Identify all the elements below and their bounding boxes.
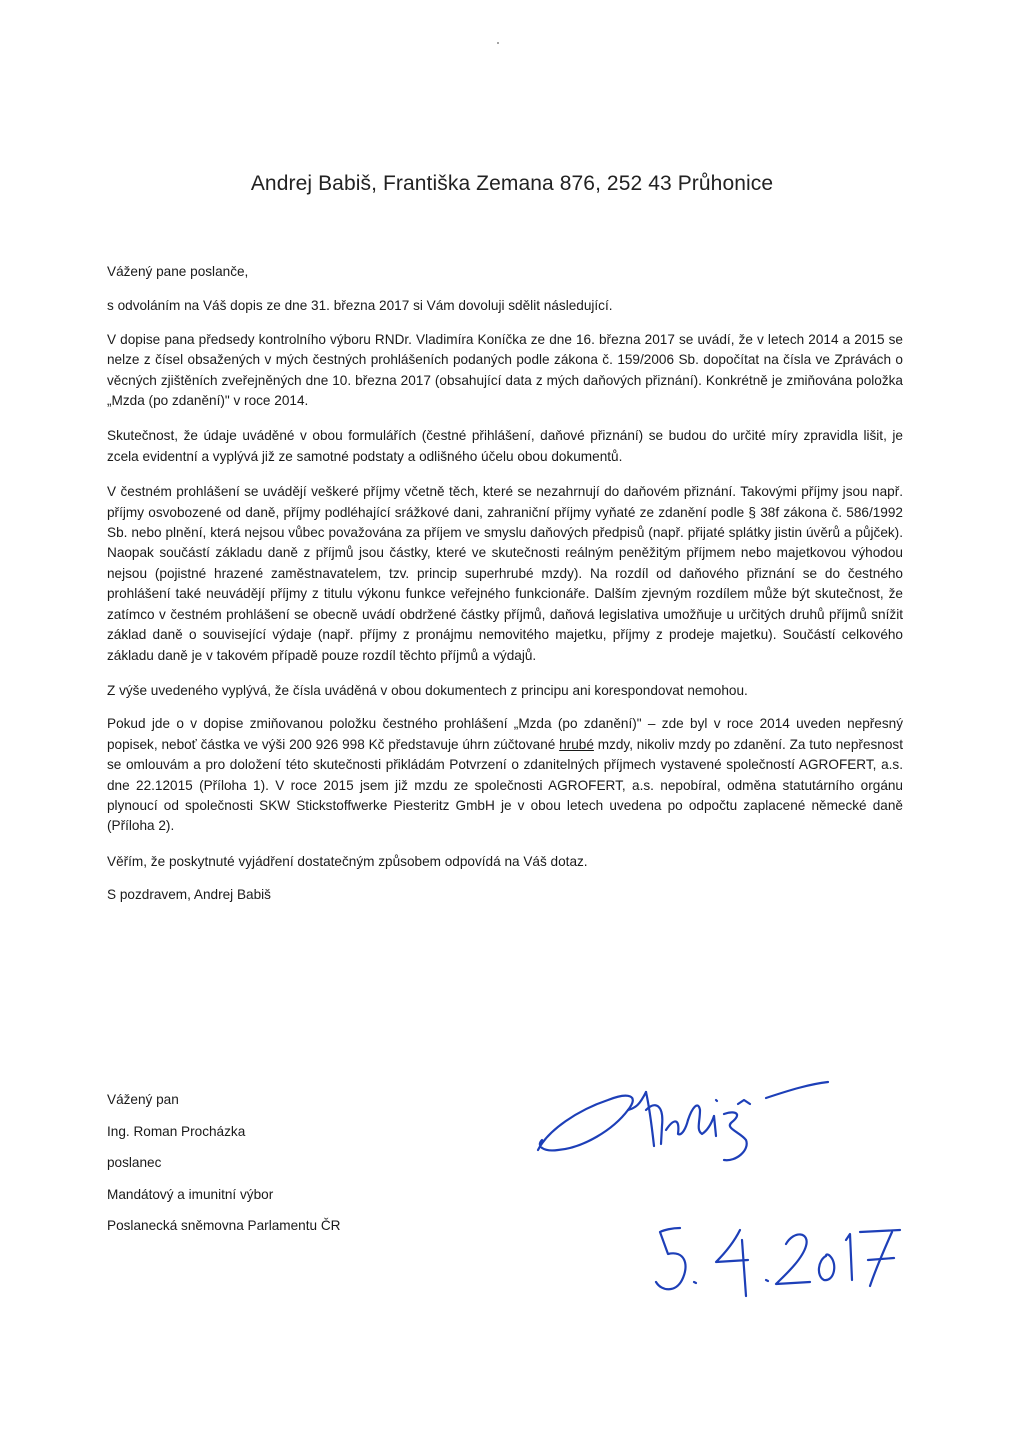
paragraph-conclusion: Z výše uvedeného vyplývá, že čísla uváděná v obou dokumentech z principu ani korespondovat nemohou.	[107, 682, 748, 698]
handwritten-signature	[528, 1070, 838, 1180]
letterhead: Andrej Babiš, Františka Zemana 876, 252 43 Průhonice	[250, 172, 774, 195]
addressee-line: Poslanecká sněmovna Parlamentu ČR	[107, 1218, 341, 1233]
greeting: Vážený pane poslanče,	[107, 264, 249, 279]
paragraph-differences: Skutečnost, že údaje uváděné v obou formulářích (čestné přihlášení, daňové přiznání) se budou do určité míry zpravidla lišit, je zcela evidentní a vyplývá již ze samotné podstaty a odlišného účelu obou dokumentů.	[107, 428, 903, 464]
scan-speck	[497, 42, 499, 44]
addressee-line: Mandátový a imunitní výbor	[107, 1186, 274, 1202]
paragraph-mzda-after: mzdy, nikoliv mzdy po zdanění. Za tuto nepřesnost se omlouvám a pro doložení této skutečnosti přikládám Potvrzení o zdanitelných příjmech vystavené společností AGROFERT, a.s. dne 22.12015 (Příloha 1). V roce 2015 jsem již mzdu ze společnosti AGROFERT, a.s. nepobíral, odměna statutárního orgánu plynoucí od společnosti SKW Stickstoffwerke Piesteritz GmbH je v obou letech uvedena po odpočtu zaplacené německé daně (Příloha 2).	[107, 736, 903, 834]
addressee-block	[107, 1090, 340, 1248]
paragraph-declaration: V čestném prohlášení se uvádějí veškeré příjmy včetně těch, které se nezahrnují do daňovém přiznání. Takovými příjmy jsou např. příjmy osvobozené od daně, příjmy podléhající srážkové dani, zahraniční příjmy vyňaté ze zdanění podle § 38f zákona č. 586/1992 Sb. nebo plnění, která nejsou vůbec považována za příjem ve smyslu daňových předpisů (např. přijaté splátky jistin úvěrů a půjček). Naopak součástí základu daně z příjmů jsou částky, které ve skutečnosti reálným peněžitým příjmem nebo majetkovou výhodou nejsou (pojistné hrazené zaměstnavatelem, tzv. princip superhrubé mzdy). Na rozdíl od daňového přiznání se do čestného prohlášení také neuvádějí příjmy z titulu výkonu funkce veřejného funkcionáře. Dalším zjevným rozdílem může být skutečnost, že zatímco v čestném prohlášení se obecně uvádí obdržené částky příjmů, daňová legislativa umožňuje u určitých druhů příjmů snížit základ daně o související výdaje (např. příjmy z pronájmu nemovitého majetku, příjmy z prodeje majetku). Součástí celkového základu daně je v takovém případě pouze rozdíl těchto příjmů a výdajů.	[107, 484, 903, 663]
paragraph-konicek: V dopise pana předsedy kontrolního výboru RNDr. Vladimíra Koníčka ze dne 16. března 2017 se uvádí, že v letech 2014 a 2015 se nelze z čísel obsažených v mých čestných prohlášeních podaných podle zákona č. 159/2006 Sb. dopočítat na čísla ve Zprávách o věcných zjištěních zveřejněných dne 10. března 2017 (obsahující data z mých daňových přiznání). Konkrétně je zmiňována položka „Mzda (po zdanění)" v roce 2014.	[107, 331, 903, 409]
paragraph-mzda-before: Pokud jde o v dopise zmiňovanou položku čestného prohlášení „Mzda (po zdanění)" – zde byl v roce 2014 uveden nepřesný popisek, neboť částka ve výši 200 926 998 Kč představuje úhrn zúčtované	[107, 716, 903, 752]
addressee-line: poslanec	[107, 1155, 162, 1170]
paragraph-mzda	[107, 714, 903, 836]
addressee-line: Vážený pan	[107, 1092, 179, 1107]
addressee-line: Ing. Roman Procházka	[107, 1123, 246, 1139]
paragraph-intro: s odvoláním na Váš dopis ze dne 31. března 2017 si Vám dovoluji sdělit následující.	[107, 298, 613, 314]
sign-off: S pozdravem, Andrej Babiš	[107, 887, 271, 903]
closing-sentence: Věřím, že poskytnuté vyjádření dostatečným způsobem odpovídá na Váš dotaz.	[107, 853, 588, 869]
letter-body	[107, 262, 903, 919]
handwritten-date	[650, 1220, 910, 1300]
underlined-word: hrubé	[559, 736, 594, 752]
